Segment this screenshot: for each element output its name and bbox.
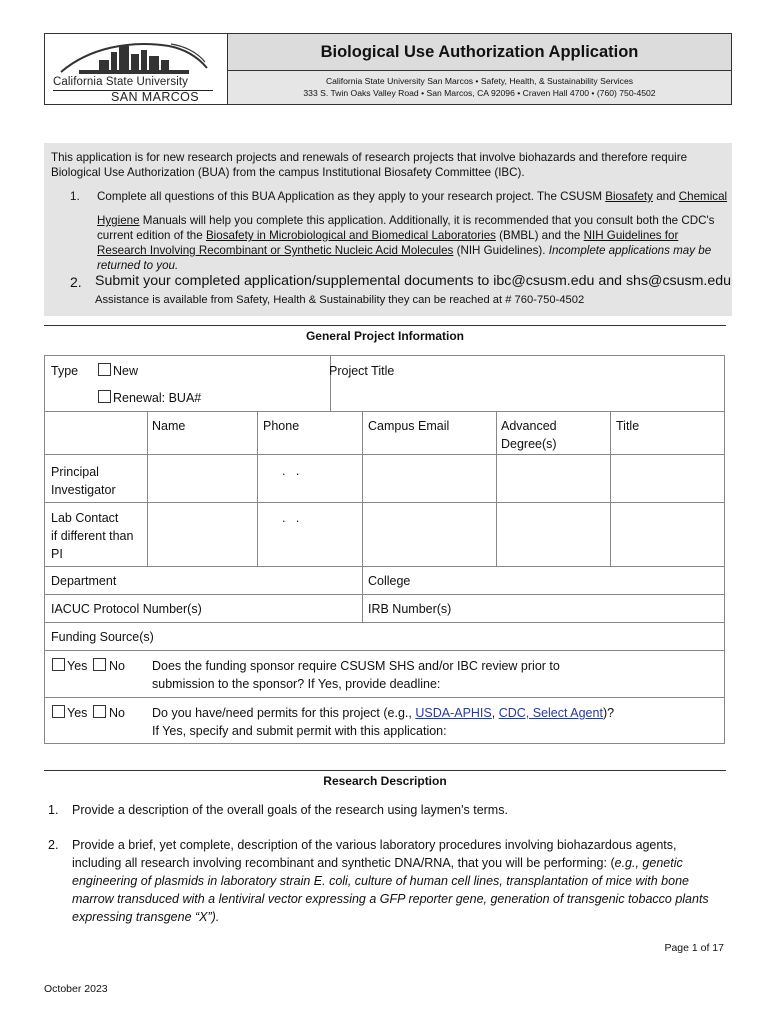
pi-title-field[interactable]: [611, 455, 724, 502]
research-q2-number: 2.: [48, 838, 59, 852]
col-email: Campus Email: [368, 419, 450, 433]
chemical-hygiene-link[interactable]: Chemical: [678, 190, 728, 203]
intro-box: [44, 143, 732, 316]
campus-skyline-icon: [59, 38, 209, 76]
permits-q-post: )?: [602, 706, 615, 720]
lab-title-field[interactable]: [611, 503, 724, 566]
col-degree: [501, 417, 557, 453]
nih-guidelines-link[interactable]: NIH Guidelines for: [583, 229, 679, 242]
college-label: College: [368, 574, 411, 588]
logo-campus-name: SAN MARCOS: [111, 90, 200, 104]
col-title: Title: [616, 419, 640, 433]
lab-contact-label: [51, 509, 133, 563]
project-title-field[interactable]: [331, 356, 724, 411]
permits-yes-checkbox[interactable]: [52, 705, 65, 718]
lab-email-field[interactable]: [363, 503, 496, 566]
pi-degree-field[interactable]: [497, 455, 610, 502]
incomplete-warning-cont: returned to you.: [97, 259, 179, 272]
funding-no-label: No: [109, 659, 125, 673]
item2-number: 2.: [70, 274, 82, 290]
permits-no-label: No: [109, 706, 125, 720]
permits-yes-label: Yes: [67, 706, 88, 720]
item1-line4-post: (NIH Guidelines).: [456, 244, 546, 257]
biosafety-manual-link[interactable]: Biosafety: [605, 190, 653, 203]
lab-phone-field[interactable]: . .: [282, 511, 300, 525]
pi-label: [51, 463, 116, 499]
research-section-title: Research Description: [323, 774, 447, 788]
research-q2-line2: [72, 854, 709, 872]
letterhead-right: [228, 34, 731, 104]
item1-line1: [97, 189, 727, 204]
lab-name-field[interactable]: [148, 503, 257, 566]
item1-line3-mid: (BMBL) and the: [499, 229, 581, 242]
general-info-table: [44, 355, 726, 745]
permits-q-pre: Do you have/need permits for this project (e.g.,: [152, 706, 412, 720]
pi-label-line1: Principal: [51, 465, 99, 479]
permits-question: [152, 704, 614, 740]
new-label: New: [113, 364, 139, 378]
assistance-text: Assistance is available from Safety, Health & Sustainability they can be reached at # 760-750-4502: [95, 294, 585, 306]
funding-question: [152, 657, 560, 693]
item1-line2-text: Manuals will help you complete this application. Additionally, it is recommended that you consult both the CDC's: [142, 214, 715, 227]
research-q1-number: 1.: [48, 803, 59, 817]
department-info-line2: 333 S. Twin Oaks Valley Road • San Marcos, CA 92096 • Craven Hall 4700 • (760) 750-4502: [303, 88, 656, 98]
item1-line3-pre: current edition of the: [97, 229, 203, 242]
research-q2-line2-pre: including all research involving recombinant and synthetic DNA/RNA, that you will be performing: (: [72, 856, 615, 870]
research-q2-text: [72, 836, 709, 926]
general-section-title: General Project Information: [305, 329, 465, 343]
cdc-select-agent-link[interactable]: CDC, Select Agent: [498, 706, 603, 720]
research-q2-line2-italic: e.g., genetic: [614, 856, 683, 870]
department-info-line1: California State University San Marcos • Safety, Health, & Sustainability Services: [325, 76, 634, 86]
item2-text: Submit your completed application/supplemental documents to ibc@csusm.edu and shs@csusm.edu: [95, 273, 732, 289]
footer-date: October 2023: [44, 983, 108, 995]
iacuc-label: IACUC Protocol Number(s): [51, 602, 202, 616]
col-degree-line1: Advanced: [501, 419, 557, 433]
item1-text: Complete all questions of this BUA Application as they apply to your research project. The CSUSM: [97, 190, 603, 203]
irb-label: IRB Number(s): [368, 602, 452, 616]
page-number: Page 1 of 17: [664, 942, 724, 954]
pi-name-field[interactable]: [148, 455, 257, 502]
funding-yes-checkbox[interactable]: [52, 658, 65, 671]
intro-paragraph: [51, 150, 727, 180]
item1-and: and: [656, 190, 676, 203]
funding-question-line2: submission to the sponsor? If Yes, provide deadline:: [152, 677, 441, 691]
department-info: [228, 71, 731, 104]
section-rule-research: [44, 770, 726, 771]
pi-email-field[interactable]: [363, 455, 496, 502]
item1-line2: [97, 213, 714, 228]
col-name: Name: [152, 419, 186, 433]
col-phone: Phone: [263, 419, 300, 433]
letterhead: [44, 33, 732, 105]
research-q1-text: Provide a description of the overall goals of the research using laymen's terms.: [72, 803, 508, 817]
col-degree-line2: Degree(s): [501, 437, 557, 451]
bmbl-link[interactable]: Biosafety in Microbiological and Biomedical Laboratories: [205, 229, 496, 242]
new-checkbox[interactable]: [98, 363, 111, 376]
permits-no-checkbox[interactable]: [93, 705, 106, 718]
chemical-hygiene-link-cont[interactable]: Hygiene: [97, 214, 140, 227]
research-q2-line1: Provide a brief, yet complete, description of the various laboratory procedures involving biohazardous agents,: [72, 838, 677, 852]
pi-phone-field[interactable]: . .: [282, 464, 300, 478]
permits-question-line1: [152, 704, 614, 722]
permits-question-line2: If Yes, specify and submit permit with this application:: [152, 724, 447, 738]
type-label: Type: [51, 364, 79, 378]
project-title-label: Project Title: [329, 364, 395, 378]
renewal-label: Renewal: BUA#: [113, 391, 202, 405]
research-q2-line5: expressing transgene “X”).: [72, 910, 220, 924]
lab-label-line3: PI: [51, 547, 63, 561]
pi-label-line2: Investigator: [51, 483, 116, 497]
item1-line3: [97, 228, 678, 243]
university-logo: [45, 34, 228, 104]
usda-aphis-link[interactable]: USDA-APHIS: [415, 706, 492, 720]
lab-label-line2: if different than: [51, 529, 134, 543]
logo-university-name: California State University: [53, 76, 189, 88]
intro-line2: Biological Use Authorization (BUA) from the campus Institutional Biosafety Committee (IBC).: [51, 166, 525, 179]
research-q2-line4: marrow transduced with a lentiviral vector expressing a GFP reporter gene, generation of transgenic tobacco plants: [72, 892, 709, 906]
section-rule-general: [44, 325, 726, 326]
item1-line4: [97, 243, 711, 258]
funding-yes-label: Yes: [67, 659, 88, 673]
research-q2-line3: engineering of plasmids in laboratory strain E. coli, culture of human cell lines, transplantation of mice with bone: [72, 874, 689, 888]
permits-comma: ,: [491, 706, 496, 720]
funding-no-checkbox[interactable]: [93, 658, 106, 671]
renewal-checkbox[interactable]: [98, 390, 111, 403]
department-label: Department: [51, 574, 117, 588]
lab-label-line1: Lab Contact: [51, 511, 119, 525]
funding-question-line1: Does the funding sponsor require CSUSM SHS and/or IBC review prior to: [152, 659, 560, 673]
funding-label: Funding Source(s): [51, 630, 154, 644]
incomplete-warning: Incomplete applications may be: [548, 244, 712, 257]
item1-number: 1.: [70, 190, 80, 203]
lab-degree-field[interactable]: [497, 503, 610, 566]
nih-guidelines-link-cont[interactable]: Research Involving Recombinant or Synthetic Nucleic Acid Molecules: [97, 244, 454, 257]
intro-line1: This application is for new research projects and renewals of research projects that involve biohazards and therefore require: [51, 151, 688, 164]
page-title: Biological Use Authorization Application: [228, 34, 731, 71]
